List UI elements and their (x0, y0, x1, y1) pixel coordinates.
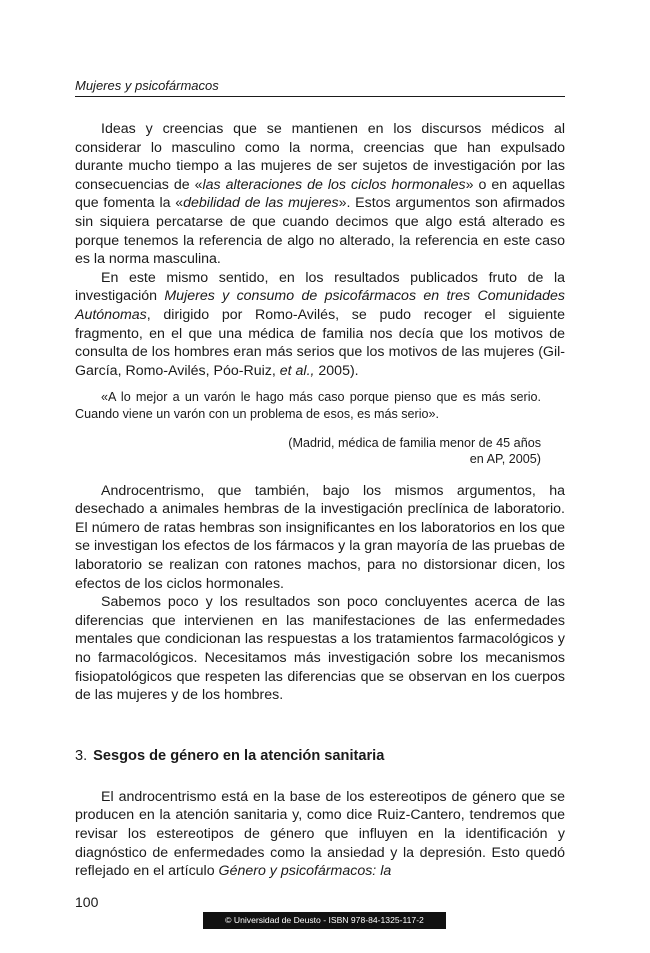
body-text (75, 120, 565, 881)
p2-run-1: Mujeres y consumo de psicofármacos en tres Comunidades Autónomas (75, 288, 565, 323)
quote-source-line-1: (Madrid, médica de familia menor de 45 años (288, 435, 541, 450)
paragraph-2 (75, 269, 565, 381)
p5-run-0: El androcentrismo está en la base de los estereotipos de género que se producen en la atención sanitaria y, como dice Ruiz-Cantero, tendremos que revisar los estereotipos de género que influyen en la identificación y diagnóstico de enfermedades como la ansiedad y la depresión. Esto quedó reflejado en el artículo (75, 788, 565, 880)
running-header: Mujeres y psicofármacos (75, 77, 565, 97)
p2-run-0: En este mismo sentido, en los resultados publicados fruto de la investigación (75, 269, 565, 305)
block-quote (75, 389, 541, 467)
p2-run-2: , dirigido por Romo-Avilés, se pudo recoger el siguiente fragmento, en el que una médica de familia nos decía que los motivos de consulta de los hombres eran más serios que los motivos de las mujeres (Gil-García, Romo-Avilés, Póo-Ruiz, (75, 306, 565, 379)
quote-source (75, 435, 541, 468)
p4-run-0: Sabemos poco y los resultados son poco concluyentes acerca de las diferencias que intervienen en las manifestaciones de las enfermedades mentales que condicionan las respuestas a los tratamientos farmacológicos y no farmacológicos. Necesitamos más investigación sobre los mecanismos fisiopatológicos que respeten las diferencias que se observan en los cuerpos de las mujeres y de los hombres. (75, 594, 565, 704)
p2-run-4: 2005). (314, 362, 359, 379)
section-title: Sesgos de género en la atención sanitaria (93, 747, 385, 764)
p3-run-0: Androcentrismo, que también, bajo los mismos argumentos, ha desechado a animales hembras de la investigación preclínica de laboratorio. El número de ratas hembras son insignificantes en los laboratorios en los que se investigan los efectos de los fármacos y la gran mayoría de las pruebas de laboratorio se realizan con ratones machos, para no distorsionar dicen, los efectos de los ciclos hormonales. (75, 482, 565, 592)
copyright-banner: © Universidad de Deusto - ISBN 978-84-1325-117-2 (203, 912, 446, 929)
section-number: 3. (75, 747, 88, 764)
quote-text: «A lo mejor a un varón le hago más caso porque pienso que es más serio. Cuando viene un varón con un problema de esos, es más serio». (75, 390, 541, 421)
p1-run-2: » o en aquellas que fomenta la « (75, 176, 565, 212)
section-heading (75, 747, 565, 766)
paragraph-3 (75, 482, 565, 594)
paragraph-4 (75, 593, 565, 705)
p2-run-3: et al., (279, 362, 315, 379)
p1-run-0: Ideas y creencias que se mantienen en los discursos médicos al considerar lo masculino como la norma, creencias que han expulsado durante mucho tiempo a las mujeres de ser sujetos de investigación por las consecuencias de « (75, 121, 565, 193)
document-page (75, 0, 565, 953)
quote-source-line-2: en AP, 2005) (469, 452, 541, 467)
page-number: 100 (75, 894, 99, 910)
p5-run-1: Género y psicofármacos: la (218, 863, 392, 880)
paragraph-1 (75, 120, 565, 269)
p1-run-3: debilidad de las mujeres (183, 195, 339, 212)
paragraph-5 (75, 788, 565, 881)
p1-run-4: ». Estos argumentos son afirmados sin siquiera percatarse de que cuando decimos que algo está alterado es porque tenemos la referencia de algo no alterado, la referencia en este caso es la norma masculina. (75, 195, 565, 268)
p1-run-1: las alteraciones de los ciclos hormonales (202, 176, 466, 193)
